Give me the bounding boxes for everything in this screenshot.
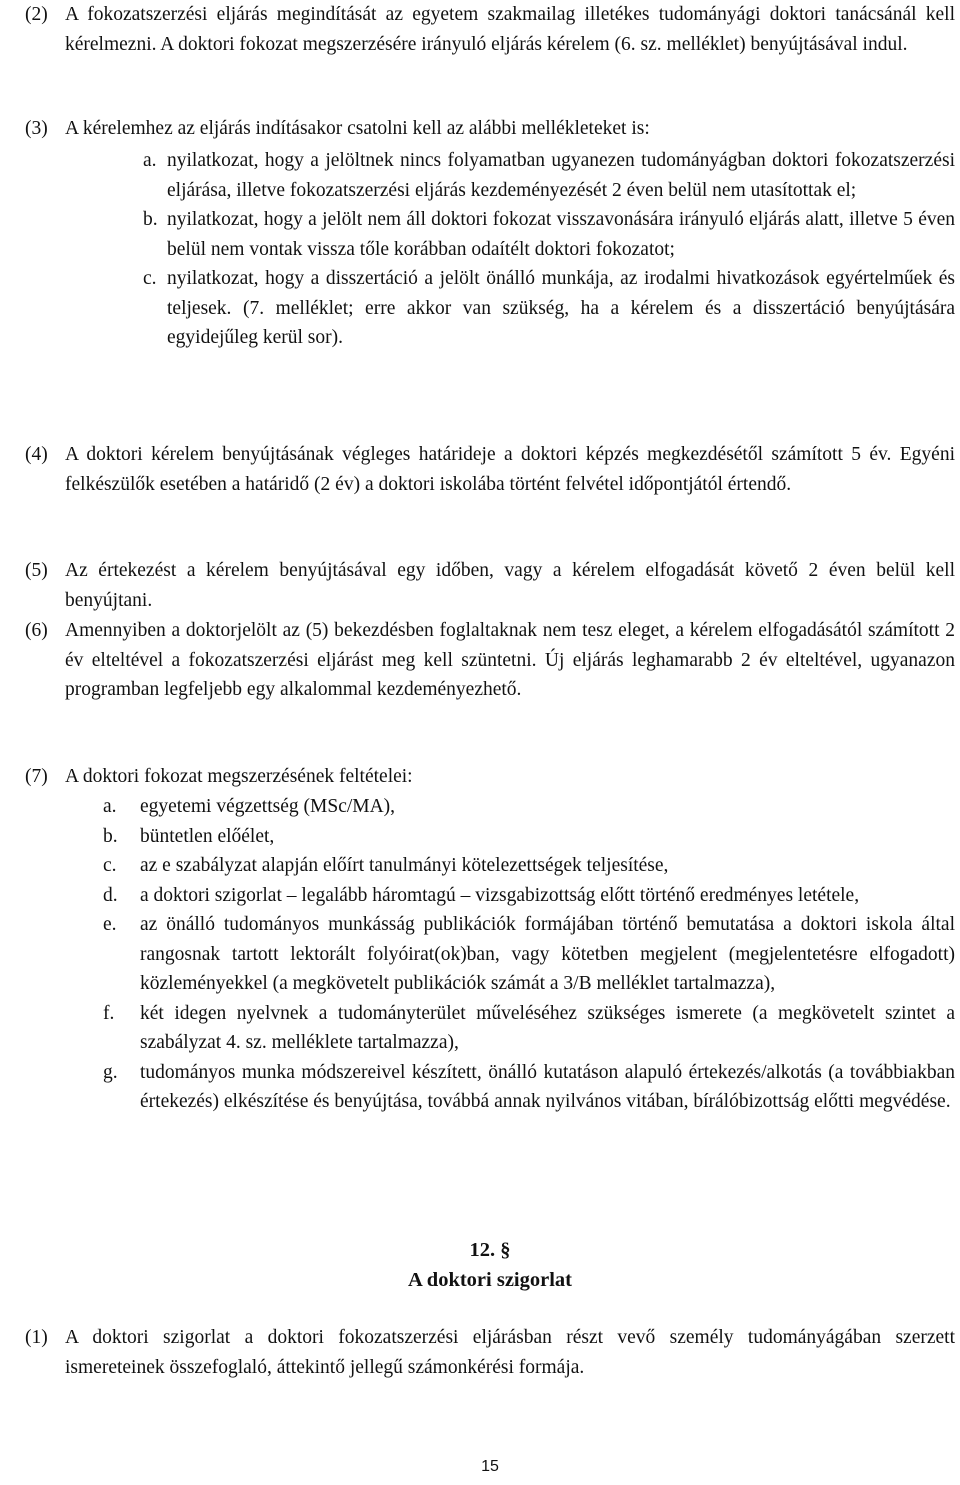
list-item-text: nyilatkozat, hogy a jelöltnek nincs folyamatban ugyanezen tudományágban doktori fokozatszerzési eljárása, illetve fokozatszerzési eljárás kezdeményezését 2 éven belül nem utasítottak el; bbox=[167, 150, 955, 201]
paragraph-3 bbox=[25, 114, 955, 144]
list-item-label: b. bbox=[103, 825, 118, 847]
list-item-label: e. bbox=[103, 914, 117, 935]
paragraph-number: (5) bbox=[25, 560, 48, 581]
list-item-text: egyetemi végzettség (MSc/MA), bbox=[140, 796, 396, 817]
paragraph-text: A fokozatszerzési eljárás megindítását az egyetem szakmailag illetékes tudományági doktori tanácsánál kell kérelmezni. A doktori fokozat megszerzésére irányuló eljárás kérelem (6. sz. melléklet) benyújtásával indul. bbox=[65, 4, 955, 55]
list-item-label: c. bbox=[103, 855, 117, 876]
paragraph-text: Az értekezést a kérelem benyújtásával egy időben, vagy a kérelem elfogadását követő 2 éven belül kell benyújtani. bbox=[65, 560, 955, 611]
list-item bbox=[143, 205, 955, 264]
list-item-text: két idegen nyelvnek a tudományterület műveléséhez szükséges ismerete (a megkövetelt szintet a szabályzat 4. sz. melléklete tartalmazza), bbox=[140, 1002, 955, 1053]
paragraph-number: (4) bbox=[25, 444, 48, 465]
list-item bbox=[103, 792, 955, 822]
paragraph-number: (7) bbox=[25, 766, 48, 787]
paragraph-number: (6) bbox=[25, 620, 48, 641]
list-item-text: tudományos munka módszereivel készített, önálló kutatáson alapuló értekezés/alkotás (a továbbiakban értekezés) elkészítése és benyújtása, továbbá annak nyilvános vitában, bírálóbizottság előtti megvédése. bbox=[140, 1061, 955, 1112]
list-item-text: az e szabályzat alapján előírt tanulmányi kötelezettségek teljesítése, bbox=[140, 855, 669, 876]
section-number: 12. § bbox=[469, 1239, 511, 1261]
paragraph-text: A doktori fokozat megszerzésének feltételei: bbox=[65, 766, 413, 787]
list-item bbox=[143, 146, 955, 205]
requirements-list bbox=[103, 792, 955, 1117]
list-item-label: d. bbox=[103, 884, 118, 906]
list-item-label: c. bbox=[143, 268, 157, 289]
paragraph-text: A doktori szigorlat a doktori fokozatszerzési eljárásban részt vevő személy tudományágában szerzett ismereteinek összefoglaló, áttekintő jellegű számonkérési formája. bbox=[65, 1327, 955, 1378]
list-item bbox=[103, 910, 955, 999]
list-item bbox=[103, 851, 955, 881]
list-item-label: g. bbox=[103, 1061, 118, 1083]
paragraph-5 bbox=[25, 556, 955, 615]
section-title: A doktori szigorlat bbox=[408, 1269, 572, 1291]
list-item bbox=[103, 881, 955, 911]
paragraph-number: (3) bbox=[25, 118, 48, 139]
page-number: 15 bbox=[481, 1458, 499, 1475]
paragraph-number: (2) bbox=[25, 4, 48, 25]
paragraph-text: A kérelemhez az eljárás indításakor csatolni kell az alábbi mellékleteket is: bbox=[65, 118, 650, 139]
paragraph-text: A doktori kérelem benyújtásának végleges határideje a doktori képzés megkezdésétől számított 5 év. Egyéni felkészülők esetében a határidő (2 év) a doktori iskolába történt felvétel időpontjától értendő. bbox=[65, 444, 955, 495]
list-item-text: nyilatkozat, hogy a disszertáció a jelölt önálló munkája, az irodalmi hivatkozások egyértelműek és teljesek. (7. melléklet; erre akkor van szükség, ha a kérelem és a disszertáció benyújtására egyidejűleg kerül sor). bbox=[167, 268, 955, 348]
paragraph-number: (1) bbox=[25, 1327, 48, 1348]
paragraph-2 bbox=[25, 0, 955, 59]
list-item bbox=[103, 822, 955, 852]
section-paragraph-1 bbox=[25, 1323, 955, 1382]
list-item bbox=[103, 999, 955, 1058]
list-item-text: a doktori szigorlat – legalább háromtagú – vizsgabizottság előtt történő eredményes letétele, bbox=[140, 884, 860, 906]
list-item-text: büntetlen előélet, bbox=[140, 825, 275, 847]
attachment-list bbox=[143, 146, 955, 353]
list-item bbox=[143, 264, 955, 353]
list-item-label: a. bbox=[143, 150, 157, 171]
paragraph-6 bbox=[25, 616, 955, 705]
list-item-text: nyilatkozat, hogy a jelölt nem áll doktori fokozat visszavonására irányuló eljárás alatt, illetve 5 éven belül nem vontak vissza tőle korábban odaítélt doktori fokozatot; bbox=[167, 209, 955, 260]
list-item-label: b. bbox=[143, 209, 158, 230]
paragraph-4 bbox=[25, 440, 955, 499]
paragraph-text: Amennyiben a doktorjelölt az (5) bekezdésben foglaltaknak nem tesz eleget, a kérelem elfogadásától számított 2 év elteltével a fokozatszerzési eljárást meg kell szüntetni. Új eljárás leghamarabb 2 év elteltével, ugyanazon programban legfeljebb egy alkalommal kezdeményezhető. bbox=[65, 620, 955, 700]
list-item-label: f. bbox=[103, 1002, 115, 1024]
document-page bbox=[25, 0, 955, 1485]
paragraph-7 bbox=[25, 762, 955, 792]
list-item bbox=[103, 1058, 955, 1117]
list-item-label: a. bbox=[103, 796, 117, 817]
list-item-text: az önálló tudományos munkásság publikációk formájában történő bemutatása a doktori iskola által rangosnak tartott lektorált folyóirat(ok)ban, vagy kötetben megjelent (megjelentetésre elfogadott) közleményekkel (a megkövetelt publikációk számát a 3/B melléklet tartalmazza), bbox=[140, 914, 955, 994]
